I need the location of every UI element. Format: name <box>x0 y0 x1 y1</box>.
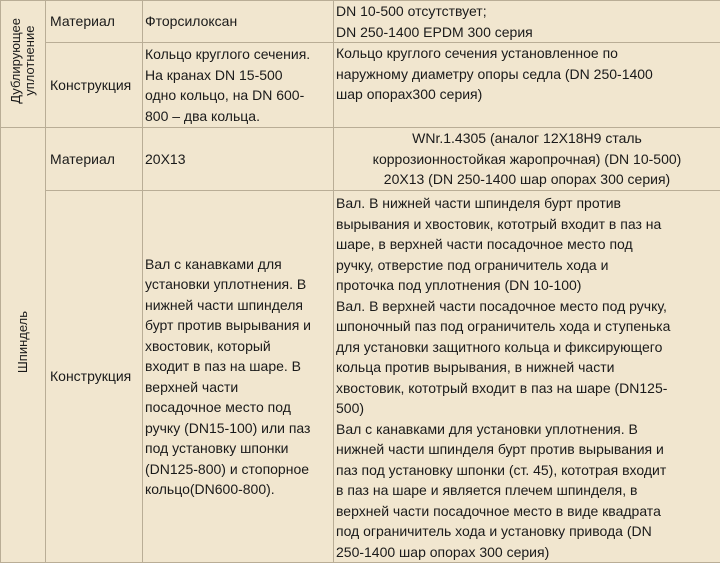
group-spindle-label: Шпиндель <box>16 311 30 373</box>
value-cell-alternative: DN 10-500 отсутствует; DN 250-1400 EPDM 300 серия <box>334 1 720 43</box>
table-row <box>1 191 720 563</box>
param-cell: Материал <box>46 1 143 43</box>
value-cell-current: Кольцо круглого сечения. На кранах DN 15-500 одно кольцо, на DN 600- 800 – два кольца. <box>143 43 334 128</box>
table-row <box>1 1 720 43</box>
param-cell: Материал <box>46 128 143 191</box>
value-cell-current: Вал с канавками для установки уплотнения. В нижней части шпинделя бурт против вырывания и хвостовик, который входит в паз на шаре. В верхней части посадочное место под ручку (DN15-100) или паз под установку шпонки (DN125-800) и стопорное кольцо(DN600-800). <box>143 191 334 563</box>
group-seal-cell <box>1 1 46 128</box>
value-cell-current: 20Х13 <box>143 128 334 191</box>
value-cell-alternative: Кольцо круглого сечения установленное по наружному диаметру опоры седла (DN 250-1400 шар опорах300 серия) <box>334 43 720 128</box>
value-cell-alternative: WNr.1.4305 (аналог 12Х18Н9 сталь коррозионностойкая жаропрочная) (DN 10-500) 20Х13 (DN 250-1400 шар опорах 300 серия) <box>334 128 720 191</box>
group-seal-label: Дублирующее уплотнение <box>9 18 37 104</box>
table-row <box>1 128 720 191</box>
param-cell: Конструкция <box>46 191 143 563</box>
group-spindle-cell <box>1 128 46 563</box>
table-row <box>1 43 720 128</box>
param-cell: Конструкция <box>46 43 143 128</box>
value-cell-alternative: Вал. В нижней части шпинделя бурт против вырывания и хвостовик, кототрый входит в паз на шаре, в верхней части посадочное место под ручку, отверстие под ограничитель хода и проточка под уплотнения (DN 10-100) Вал. В верхней части посадочное место под ручку, шпоночный паз под ограничитель хода и ступенька для установки защитного кольца и фиксирующего кольца против вырывания, в нижней части хвостовик, кототрый входит в паз на шаре (DN125- 500) Вал с канавками для установки уплотнения. В нижней части шпинделя бурт против вырывания и паз под установку шпонки (ст. 45), кототрая входит в паз на шаре и является плечем шпинделя, в верхней части посадочное место в виде квадрата под ограничитель хода и установку привода (DN 250-1400 шар опорах 300 серия) <box>334 191 720 563</box>
value-cell-current: Фторсилоксан <box>143 1 334 43</box>
